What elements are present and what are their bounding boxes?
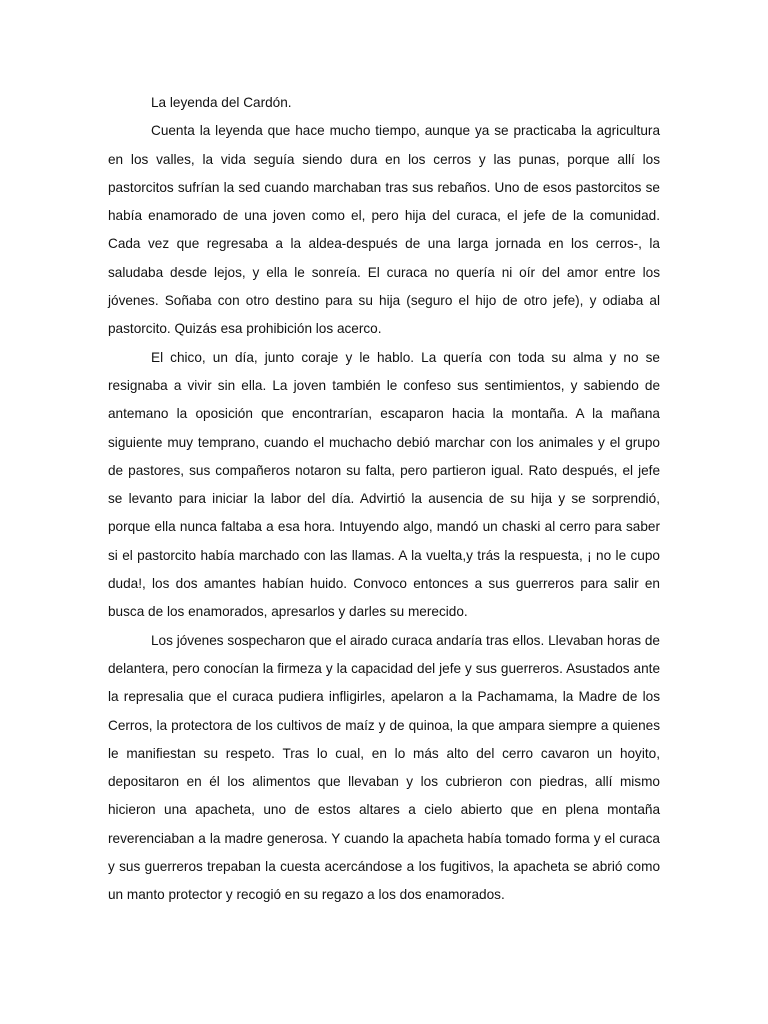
paragraph-1: Cuenta la leyenda que hace mucho tiempo, aunque ya se practicaba la agricultura en los valles, la vida seguía siendo dura en los cerros y las punas, porque allí los pastorcitos sufrían la sed cuando marchaban tras sus rebaños. Uno de esos pastorcitos se había enamorado de una joven como el, pero hija del curaca, el jefe de la comunidad. Cada vez que regresaba a la aldea-después de una larga jornada en los cerros-, la saludaba desde lejos, y ella le sonreía. El curaca no quería ni oír del amor entre los jóvenes. Soñaba con otro destino para su hija (seguro el hijo de otro jefe), y odiaba al pastorcito. Quizás esa prohibición los acerco.	[108, 123, 660, 337]
document-page	[108, 89, 660, 910]
paragraph-2: El chico, un día, junto coraje y le hablo. La quería con toda su alma y no se resignaba a vivir sin ella. La joven también le confeso sus sentimientos, y sabiendo de antemano la oposición que encontrarían, escaparon hacia la montaña. A la mañana siguiente muy temprano, cuando el muchacho debió marchar con los animales y el grupo de pastores, sus compañeros notaron su falta, pero partieron igual. Rato después, el jefe se levanto para iniciar la labor del día. Advirtió la ausencia de su hija y se sorprendió, porque ella nunca faltaba a esa hora. Intuyendo algo, mandó un chaski al cerro para saber si el pastorcito había marchado con las llamas. A la vuelta,y trás la respuesta, ¡ no le cupo duda!, los dos amantes habían huido. Convoco entonces a sus guerreros para salir en busca de los enamorados, apresarlos y darles su merecido.	[108, 349, 660, 620]
paragraph-3: Los jóvenes sospecharon que el airado curaca andaría tras ellos. Llevaban horas de delantera, pero conocían la firmeza y la capacidad del jefe y sus guerreros. Asustados ante la represalia que el curaca pudiera infligirles, apelaron a la Pachamama, la Madre de los Cerros, la protectora de los cultivos de maíz y de quinoa, la que ampara siempre a quienes le manifiestan su respeto. Tras lo cual, en lo más alto del cerro cavaron un hoyito, depositaron en él los alimentos que llevaban y los cubrieron con piedras, allí mismo hicieron una apacheta, uno de estos altares a cielo abierto que en plena montaña reverenciaban a la madre generosa. Y cuando la apacheta había tomado forma y el curaca y sus guerreros trepaban la cuesta acercándose a los fugitivos, la apacheta se abrió como un manto protector y recogió en su regazo a los dos enamorados.	[108, 632, 660, 903]
document-title: La leyenda del Cardón.	[151, 95, 292, 110]
